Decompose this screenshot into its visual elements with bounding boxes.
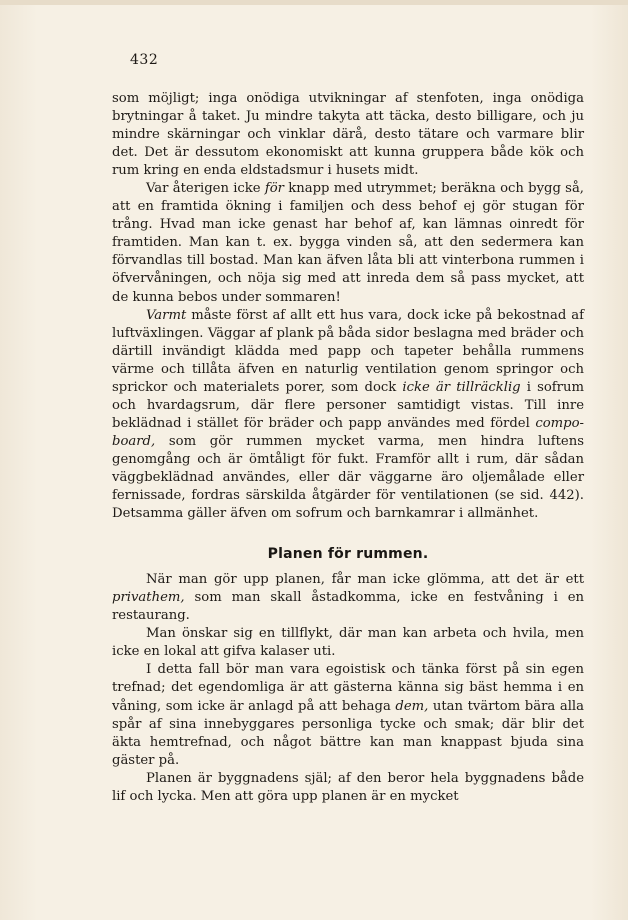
emphasis-dem: dem, xyxy=(395,698,429,714)
body-text xyxy=(112,90,584,806)
page-number: 432 xyxy=(130,52,159,68)
paragraph-4-text-a: När man gör upp planen, får man icke glömma, att det är ett xyxy=(146,572,584,588)
paragraph-5-text: Man önskar sig en tillflykt, där man kan arbeta och hvila, men icke en lokal att gifva kalaser uti. xyxy=(112,626,584,660)
paragraph-5 xyxy=(112,625,584,661)
paragraph-6 xyxy=(112,661,584,769)
paragraph-4-text-b: som man skall åstadkomma, icke en festvåning i en restaurang. xyxy=(112,590,584,624)
paragraph-2-text-b: knapp med utrymmet; beräkna och bygg så, att en framtida ökning i familjen och dess behof ej gör stugan för trång. Hvad man icke genast har behof af, kan lämnas oinredt för framtiden. Man kan t. ex. bygga vinden så, att den sedermera kan förvandlas till bostad. Man kan äfven låta bli att vinterbona rummen i öfvervåningen, och nöja sig med att inreda dem så pass mycket, att de kunna bebos under sommaren! xyxy=(112,181,584,305)
paragraph-3 xyxy=(112,307,584,524)
emphasis-varmt: Varmt xyxy=(146,307,187,323)
paper-top-edge xyxy=(0,0,628,5)
paragraph-6-text-a: I detta fall bör man vara egoistisk och tänka först på sin egen trefnad; det egendomliga är att gästerna känna sig bäst hemma i en våning, som icke är anlagd på att behaga xyxy=(112,662,584,714)
paragraph-1 xyxy=(112,90,584,180)
emphasis-compo-board: compo-board, xyxy=(112,415,584,449)
paragraph-3-text-c: som gör rummen mycket varma, men hindra luftens genomgång och är ömtåligt för fukt. Framför allt i rum, där sådan väggbeklädnad användes, eller där väggarne äro oljemålade eller fernissade, fordras särskilda åtgärder för ventilationen (se sid. 442). Detsamma gäller äfven om sofrum och barnkamrar i allmänhet. xyxy=(112,433,584,522)
emphasis-icke-tillracklig: icke är tillräcklig xyxy=(402,379,521,395)
paragraph-3-text-b: i sofrum och hvardagsrum, där flere personer samtidigt vistas. Till inre beklädnad i stället för bräder och papp användes med fördel xyxy=(112,379,584,431)
paragraph-4 xyxy=(112,571,584,625)
section-heading: Planen för rummen. xyxy=(267,546,429,563)
paragraph-6-text-b: utan tvärtom bära alla spår af sina innebyggares personliga tycke och smak; där blir det äkta hemtrefnad, och något bättre kan man knappast bjuda sina gäster på. xyxy=(112,698,584,768)
emphasis-privathem: privathem, xyxy=(112,590,185,606)
paragraph-1-text: som möjligt; inga onödiga utvikningar af stenfoten, inga onödiga brytningar å taket. Ju mindre takyta att täcka, desto billigare, och ju mindre skärningar och vinklar därå, desto tätare och varmare blir det. Det är dessutom ekonomiskt att kunna gruppera både kök och rum kring en enda eldstadsmur i husets midt. xyxy=(112,91,584,179)
paragraph-2 xyxy=(112,180,584,306)
paragraph-2-text-a: Var återigen icke xyxy=(146,181,265,197)
emphasis-for: för xyxy=(264,181,284,197)
paragraph-7-text: Planen är byggnadens själ; af den beror hela byggnadens både lif och lycka. Men att göra upp planen är en mycket xyxy=(112,770,584,804)
paragraph-3-text-a: måste först af allt ett hus vara, dock icke på bekostnad af luftväxlingen. Väggar af plank på båda sidor beslagna med bräder och därtill invändigt klädda med papp och tapeter behålla rummens värme och tillåta äfven en naturlig ventilation genom springor och sprickor och materialets porer, som dock xyxy=(112,307,584,395)
paragraph-7 xyxy=(112,770,584,806)
